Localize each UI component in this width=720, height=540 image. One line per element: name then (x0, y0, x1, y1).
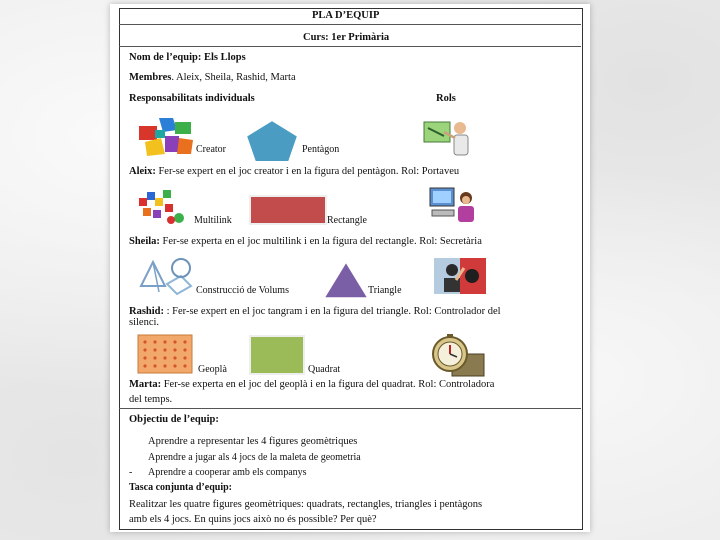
pentagon-shape (244, 118, 300, 164)
student-row-sheila (129, 236, 482, 247)
square-fill (250, 336, 304, 374)
figure-label-triangle: Triangle (368, 285, 402, 296)
title-divider (119, 24, 581, 25)
objective-item: Aprendre a jugar als 4 jocs de la maleta de geometria (148, 452, 361, 463)
team-name: Nom de l’equip: Els Llops (129, 52, 246, 63)
figure-label-square: Quadrat (308, 364, 341, 375)
objective-item: Aprendre a representar les 4 figures geomètriques (148, 436, 358, 447)
student-desc-marta: Fer-se experta en el joc del geoplà i en la figura del quadrat. Rol: Controladora (161, 379, 495, 390)
game-label-volums: Construcció de Volums (196, 285, 289, 296)
objectives-divider (119, 408, 581, 409)
task-line-2: amb els 4 jocs. En quins jocs això no és possible? Per què? (129, 514, 377, 525)
game-label-geopla: Geoplà (198, 364, 227, 375)
game-label-multilink: Multilink (194, 215, 232, 226)
student-desc-marta-cont: del temps. (129, 394, 173, 405)
student-name-sheila: Sheila: (129, 236, 160, 247)
objective-item: Aprendre a cooperar amb els companys (148, 467, 307, 478)
objective-heading: Objectiu de l’equip: (129, 414, 219, 425)
course-label: Curs: 1er Primària (303, 32, 390, 43)
figure-label-pentagon: Pentàgon (302, 144, 340, 155)
game-label-creator: Creator (196, 144, 226, 155)
triangle-shape (322, 260, 370, 300)
presenter-icon (422, 118, 474, 160)
student-row-aleix (129, 166, 459, 177)
silence-gesture-icon (434, 258, 486, 294)
student-desc-rashid: : Fer-se expert en el joc tangram i en la figura del triangle. Rol: Controlador del (164, 306, 501, 317)
volume-construction-icon (137, 256, 195, 296)
task-heading: Tasca conjunta d’equip: (129, 482, 232, 493)
creator-blocks-icon (137, 114, 195, 158)
objective-bullet: - (129, 467, 133, 478)
members-label: Membres (129, 72, 172, 83)
figure-label-rectangle: Rectangle (327, 215, 367, 226)
secretary-computer-icon (428, 184, 480, 228)
roles-heading: Rols (436, 93, 456, 104)
student-name-aleix: Aleix: (129, 166, 156, 177)
members-line (129, 72, 296, 83)
responsibilities-heading: Responsabilitats individuals (129, 93, 255, 104)
student-name-marta: Marta: (129, 379, 162, 390)
geoboard-icon (137, 334, 193, 374)
rectangle-shape (248, 194, 328, 226)
student-desc-sheila: Fer-se experta en el joc multilink i en la figura del rectangle. Rol: Secretària (159, 236, 482, 247)
timer-clock-icon (428, 334, 486, 378)
student-desc-rashid-cont: silenci. (129, 317, 160, 328)
student-name-rashid: Rashid: (129, 306, 165, 317)
student-row-rashid (129, 306, 501, 317)
rectangle-fill (250, 196, 326, 224)
document-page (110, 4, 590, 532)
student-desc-aleix: Fer-se expert en el joc creator i en la figura del pentàgon. Rol: Portaveu (155, 166, 460, 177)
pentagon-fill (246, 120, 298, 162)
square-shape (248, 334, 306, 376)
members-list: . Aleix, Sheila, Rashid, Marta (171, 72, 296, 83)
multilink-cubes-icon (137, 184, 189, 226)
student-row-marta (129, 379, 494, 390)
document-title: PLA D’EQUIP (312, 10, 380, 21)
triangle-fill (324, 262, 368, 298)
task-line-1: Realitzar les quatre figures geomètriques: quadrats, rectangles, triangles i pentàgons (129, 499, 483, 510)
course-divider (119, 46, 581, 47)
